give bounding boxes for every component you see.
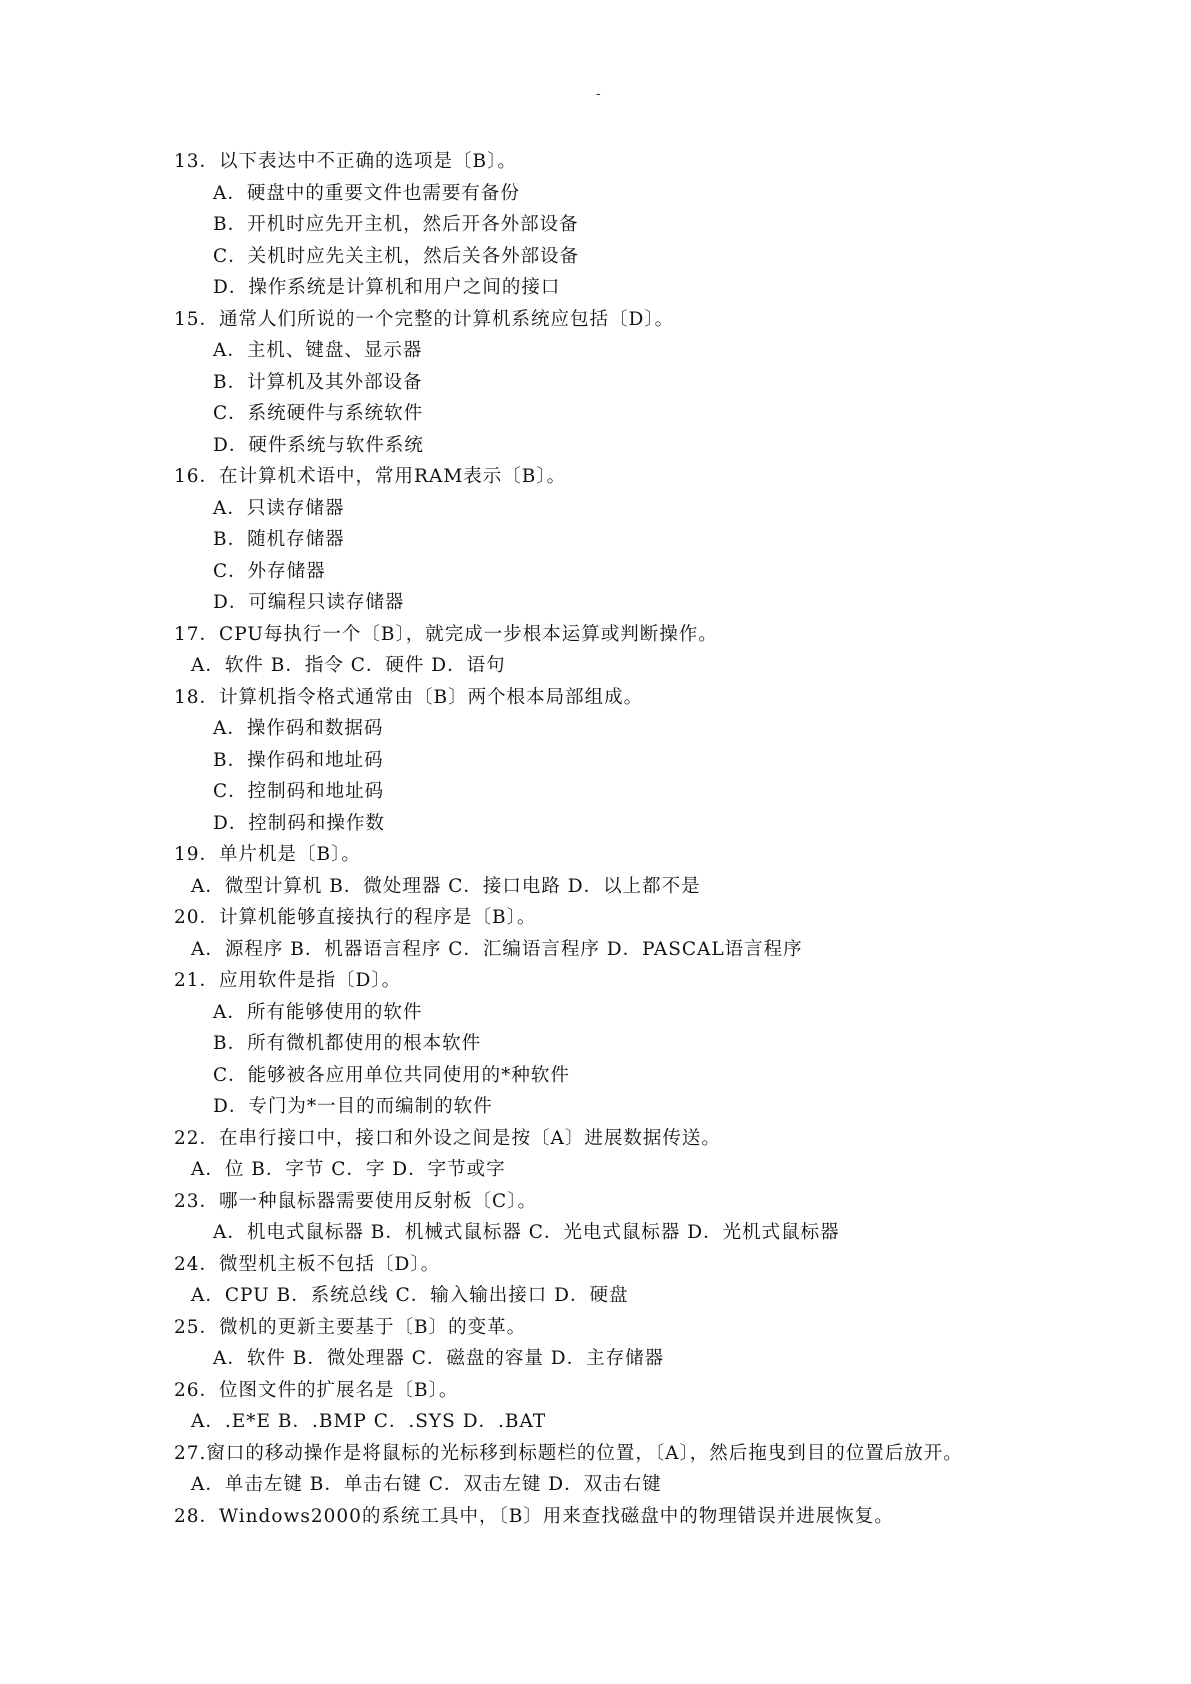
answer-option: C．控制码和地址码 (213, 781, 385, 802)
question-stem: 15．通常人们所说的一个完整的计算机系统应包括〔D〕。 (174, 308, 675, 330)
answer-option: B．随机存储器 (213, 529, 345, 550)
question-stem: 27.窗口的移动操作是将鼠标的光标移到标题栏的位置，〔A〕，然后拖曳到目的位置后放开。 (174, 1442, 963, 1464)
question-stem: 22．在串行接口中，接口和外设之间是按〔A〕进展数据传送。 (174, 1127, 721, 1149)
question-stem: 25．微机的更新主要基于〔B〕的变革。 (174, 1316, 527, 1338)
answer-option: A．主机、键盘、显示器 (213, 340, 423, 361)
answer-options-row: A．CPU B．系统总线 C．输入输出接口 D．硬盘 (191, 1285, 629, 1306)
answer-option: A．操作码和数据码 (213, 718, 384, 739)
answer-options-row: A．位 B．字节 C．字 D．字节或字 (191, 1159, 506, 1180)
page-header-mark: - (596, 86, 601, 102)
question-stem: 21．应用软件是指〔D〕。 (174, 970, 402, 991)
answer-option: C．关机时应先关主机，然后关各外部设备 (213, 245, 580, 267)
question-list (174, 146, 1131, 1532)
answer-options-row: A．单击左键 B．单击右键 C．双击左键 D．双击右键 (191, 1474, 662, 1495)
answer-option: B．所有微机都使用的根本软件 (213, 1033, 482, 1054)
answer-option: D．硬件系统与软件系统 (213, 434, 424, 456)
answer-option: C．系统硬件与系统软件 (213, 403, 424, 424)
question-stem: 28．Windows2000的系统工具中，〔B〕用来查找磁盘中的物理错误并进展恢复。 (174, 1505, 894, 1527)
question-stem: 26．位图文件的扩展名是〔B〕。 (174, 1379, 459, 1401)
answer-option: B．操作码和地址码 (213, 749, 384, 771)
answer-option: D．控制码和操作数 (213, 812, 385, 834)
answer-option: C．外存储器 (213, 560, 326, 582)
answer-option: A．只读存储器 (213, 497, 345, 519)
answer-options-row: A．微型计算机 B．微处理器 C．接口电路 D．以上都不是 (191, 875, 701, 897)
answer-option: D．可编程只读存储器 (213, 592, 405, 613)
answer-option: A．所有能够使用的软件 (213, 1001, 423, 1023)
answer-option: A．软件 B．微处理器 C．磁盘的容量 D．主存储器 (213, 1348, 665, 1369)
answer-option: B．开机时应先开主机，然后开各外部设备 (213, 214, 579, 235)
question-stem: 16．在计算机术语中，常用RAM表示〔B〕。 (174, 466, 567, 487)
question-stem: 23．哪一种鼠标器需要使用反射板〔C〕。 (174, 1190, 537, 1212)
question-stem: 18．计算机指令格式通常由〔B〕两个根本局部组成。 (174, 686, 644, 708)
answer-option: A．机电式鼠标器 B．机械式鼠标器 C．光电式鼠标器 D．光机式鼠标器 (213, 1222, 840, 1243)
question-stem: 13．以下表达中不正确的选项是〔B〕。 (174, 151, 517, 172)
answer-option: D．操作系统是计算机和用户之间的接口 (213, 277, 561, 298)
question-stem: 20．计算机能够直接执行的程序是〔B〕。 (174, 907, 537, 928)
answer-options-row: A．源程序 B．机器语言程序 C．汇编语言程序 D．PASCAL语言程序 (191, 938, 803, 960)
answer-option: C．能够被各应用单位共同使用的*种软件 (213, 1064, 570, 1086)
question-stem: 24．微型机主板不包括〔D〕。 (174, 1253, 441, 1275)
answer-options-row: A．软件 B．指令 C．硬件 D．语句 (191, 655, 506, 676)
answer-option: B．计算机及其外部设备 (213, 371, 423, 393)
answer-option: D．专门为*一目的而编制的软件 (213, 1096, 493, 1117)
question-stem: 17．CPU每执行一个〔B〕，就完成一步根本运算或判断操作。 (174, 623, 718, 645)
answer-option: A．硬盘中的重要文件也需要有备份 (213, 182, 520, 204)
answer-options-row: A．.E*E B．.BMP C．.SYS D．.BAT (191, 1411, 547, 1432)
question-stem: 19．单片机是〔B〕。 (174, 844, 361, 865)
